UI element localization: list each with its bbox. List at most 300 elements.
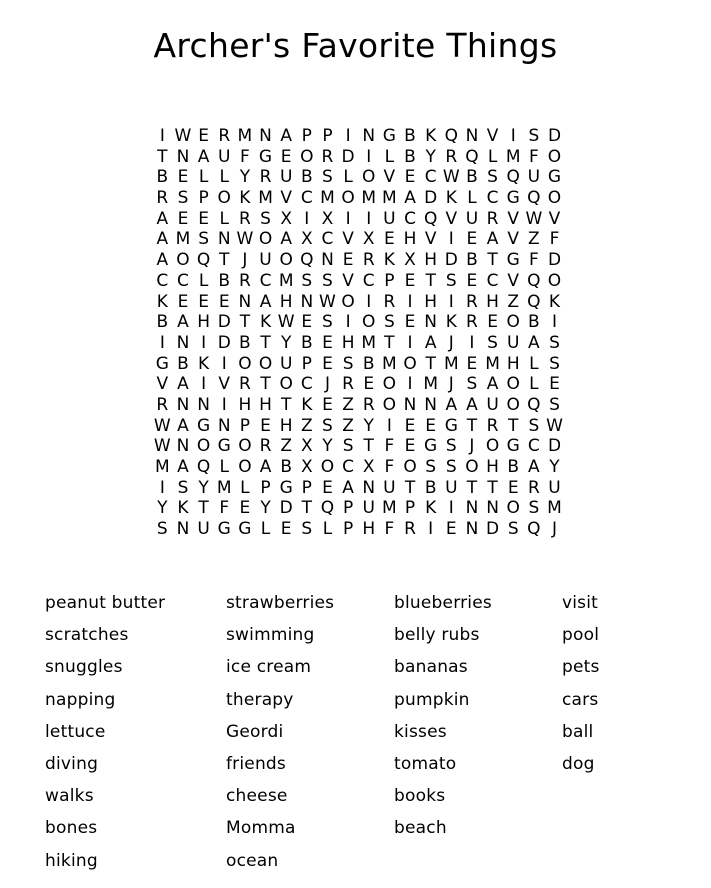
grid-letter: T [384, 332, 395, 353]
grid-row [152, 374, 565, 395]
grid-letter: D [444, 250, 458, 271]
grid-letter: O [547, 270, 562, 291]
grid-letter: C [486, 188, 499, 209]
grid-letter: Y [322, 436, 333, 457]
grid-letter: E [218, 291, 230, 312]
grid-letter: G [279, 477, 293, 498]
grid-letter: O [506, 374, 520, 395]
grid-letter: I [510, 126, 516, 146]
grid-letter: S [177, 188, 189, 209]
grid-letter: B [404, 146, 416, 167]
grid-letter: R [321, 146, 334, 167]
grid-letter: Q [527, 270, 541, 291]
grid-letter: A [342, 477, 354, 498]
grid-letter: G [197, 415, 211, 436]
grid-letter: E [404, 167, 416, 188]
grid-letter: S [445, 457, 457, 477]
grid-letter: E [322, 394, 333, 415]
grid-letter: B [424, 477, 437, 498]
grid-letter: Y [363, 415, 374, 436]
grid-letter: H [341, 332, 355, 353]
grid-letter: B [300, 167, 313, 188]
grid-letter: P [384, 270, 395, 291]
grid-letter: T [404, 477, 416, 498]
grid-letter: Q [423, 208, 438, 229]
grid-letter: F [528, 146, 539, 167]
grid-letter: Y [239, 167, 251, 188]
grid-letter: M [361, 332, 377, 353]
grid-letter: E [487, 312, 498, 333]
grid-letter: Y [425, 146, 436, 167]
grid-letter: O [506, 498, 520, 519]
grid-letter: I [345, 126, 351, 146]
grid-letter: P [301, 353, 312, 374]
grid-letter: C [424, 167, 437, 188]
grid-letter: S [528, 498, 540, 519]
grid-letter: T [466, 415, 478, 436]
grid-letter: I [345, 312, 351, 333]
grid-letter: U [383, 477, 396, 498]
grid-letter: E [507, 477, 519, 498]
grid-letter: P [301, 477, 312, 498]
grid-letter: O [258, 229, 273, 250]
grid-letter: K [425, 498, 437, 519]
grid-letter: R [238, 208, 251, 229]
grid-letter: V [218, 374, 231, 395]
grid-letter: U [465, 208, 479, 229]
grid-row [152, 147, 565, 168]
grid-letter: Z [300, 415, 313, 436]
grid-letter: H [279, 415, 293, 436]
grid-letter: M [505, 146, 521, 167]
grid-letter: F [384, 457, 395, 477]
word-list-item: diving [45, 754, 99, 774]
grid-letter: O [258, 353, 273, 374]
grid-letter: E [363, 374, 375, 395]
grid-letter: F [384, 519, 395, 540]
grid-row [152, 250, 565, 271]
grid-letter: Y [549, 457, 560, 477]
grid-letter: R [466, 312, 478, 333]
grid-letter: U [279, 353, 293, 374]
grid-letter: O [196, 436, 211, 457]
grid-letter: M [278, 270, 294, 291]
grid-letter: A [259, 291, 272, 312]
grid-letter: G [506, 436, 520, 457]
grid-letter: K [301, 394, 313, 415]
grid-letter: W [546, 415, 563, 436]
grid-letter: B [239, 332, 251, 353]
grid-letter: A [156, 229, 169, 250]
grid-letter: B [156, 167, 169, 188]
grid-letter: L [198, 167, 209, 188]
grid-letter: E [198, 291, 209, 312]
grid-letter: H [506, 353, 520, 374]
grid-letter: E [260, 415, 271, 436]
grid-letter: A [486, 229, 499, 250]
grid-row [152, 188, 565, 209]
grid-letter: G [217, 436, 231, 457]
grid-letter: Q [527, 394, 541, 415]
grid-letter: F [549, 229, 560, 250]
grid-letter: I [345, 208, 351, 229]
grid-letter: Q [527, 519, 541, 540]
grid-letter: V [342, 229, 354, 250]
grid-letter: N [465, 498, 479, 519]
grid-letter: L [219, 208, 229, 229]
word-list-item: cheese [226, 786, 288, 807]
grid-letter: P [342, 498, 354, 519]
grid-letter: O [238, 436, 252, 457]
word-list-item: cars [562, 689, 599, 710]
grid-letter: N [197, 394, 210, 415]
grid-row [152, 167, 565, 188]
grid-letter: I [551, 312, 557, 333]
grid-letter: I [386, 415, 392, 436]
grid-letter: H [424, 250, 438, 271]
grid-row [152, 478, 565, 499]
grid-letter: I [159, 126, 165, 146]
grid-letter: S [301, 519, 313, 540]
grid-letter: W [525, 208, 543, 229]
grid-letter: K [383, 250, 395, 271]
grid-letter: O [238, 457, 252, 477]
grid-letter: A [177, 312, 189, 333]
grid-letter: S [342, 353, 354, 374]
grid-letter: R [404, 519, 416, 540]
grid-letter: N [465, 519, 479, 540]
grid-letter: U [383, 208, 396, 229]
grid-letter: Q [527, 188, 541, 209]
grid-letter: C [404, 208, 416, 229]
grid-letter: Q [196, 457, 211, 477]
grid-letter: C [321, 229, 334, 250]
grid-letter: W [442, 167, 460, 188]
grid-letter: O [465, 457, 479, 477]
grid-letter: H [486, 291, 499, 312]
grid-letter: K [259, 312, 272, 333]
grid-letter: W [174, 126, 192, 146]
grid-letter: A [528, 457, 540, 477]
word-list-item: hiking [45, 850, 98, 871]
grid-letter: E [198, 126, 209, 146]
grid-letter: R [156, 188, 169, 209]
grid-row [152, 126, 565, 147]
grid-letter: H [403, 229, 417, 250]
grid-letter: D [547, 126, 562, 146]
word-list-item: snuggles [45, 657, 123, 678]
grid-letter: A [197, 146, 210, 167]
grid-letter: T [239, 312, 251, 333]
grid-letter: N [424, 312, 437, 333]
grid-letter: H [259, 394, 272, 415]
grid-letter: I [201, 332, 207, 353]
grid-letter: I [304, 208, 310, 229]
grid-letter: T [466, 477, 478, 498]
grid-letter: V [342, 270, 354, 291]
grid-letter: X [300, 436, 313, 457]
grid-letter: A [259, 457, 272, 477]
grid-letter: V [548, 208, 561, 229]
grid-letter: E [425, 415, 437, 436]
grid-letter: N [321, 250, 334, 271]
grid-row [152, 354, 565, 375]
word-list-item: bones [45, 818, 98, 839]
grid-letter: K [177, 498, 189, 519]
grid-letter: N [486, 498, 499, 519]
grid-letter: I [201, 374, 207, 395]
grid-letter: C [259, 270, 272, 291]
grid-letter: T [425, 270, 436, 291]
grid-letter: I [221, 394, 227, 415]
word-list-item: swimming [226, 625, 315, 646]
grid-letter: U [486, 394, 499, 415]
grid-letter: S [445, 436, 457, 457]
grid-letter: H [238, 394, 252, 415]
grid-letter: S [487, 167, 498, 188]
grid-letter: R [527, 477, 540, 498]
grid-letter: A [177, 457, 189, 477]
grid-letter: W [153, 415, 171, 436]
grid-letter: N [176, 332, 190, 353]
grid-letter: H [197, 312, 210, 333]
word-list-item: visit [562, 593, 599, 613]
grid-row [152, 292, 565, 313]
grid-letter: A [156, 208, 169, 229]
grid-letter: M [258, 188, 273, 209]
grid-letter: N [259, 126, 272, 146]
grid-letter: O [217, 188, 231, 209]
word-list-item: scratches [45, 625, 129, 646]
grid-letter: I [159, 332, 165, 353]
grid-letter: S [177, 477, 189, 498]
grid-letter: N [217, 229, 231, 250]
word-list-item: Geordi [226, 721, 284, 742]
grid-letter: O [506, 312, 520, 333]
grid-letter: N [176, 394, 190, 415]
grid-letter: N [465, 126, 479, 146]
grid-letter: O [176, 250, 190, 271]
grid-letter: E [404, 415, 416, 436]
grid-letter: B [300, 332, 313, 353]
grid-letter: C [300, 188, 313, 209]
grid-letter: B [218, 270, 231, 291]
grid-letter: S [445, 270, 457, 291]
grid-row [152, 436, 565, 457]
grid-letter: I [448, 498, 454, 519]
grid-letter: Z [342, 415, 354, 436]
grid-letter: O [300, 146, 314, 167]
grid-letter: I [469, 332, 475, 353]
grid-letter: G [238, 519, 252, 540]
grid-letter: R [259, 436, 272, 457]
grid-letter: S [425, 457, 437, 477]
grid-letter: V [156, 374, 169, 395]
word-list-item: pets [562, 657, 600, 678]
grid-row [152, 498, 565, 519]
grid-letter: Y [280, 332, 292, 353]
grid-letter: T [487, 477, 498, 498]
grid-letter: E [280, 146, 292, 167]
word-list-item: kisses [394, 721, 447, 742]
grid-letter: E [445, 519, 457, 540]
grid-letter: T [157, 146, 168, 167]
grid-letter: N [217, 415, 231, 436]
grid-letter: Z [528, 229, 540, 250]
grid-letter: I [448, 229, 454, 250]
grid-letter: I [366, 146, 372, 167]
grid-letter: Q [196, 250, 211, 271]
grid-letter: A [280, 126, 292, 146]
grid-letter: M [382, 353, 397, 374]
grid-row [152, 209, 565, 230]
grid-letter: E [177, 167, 189, 188]
grid-letter: V [424, 229, 437, 250]
grid-letter: T [219, 250, 230, 271]
grid-letter: E [177, 208, 189, 229]
word-list-item: tomato [394, 754, 457, 774]
grid-letter: I [221, 353, 227, 374]
grid-row [152, 271, 565, 292]
grid-letter: P [239, 415, 251, 436]
grid-letter: J [242, 250, 248, 271]
grid-letter: G [217, 519, 231, 540]
grid-letter: E [549, 374, 560, 395]
grid-letter: M [361, 188, 377, 209]
grid-letter: L [529, 374, 539, 395]
grid-letter: X [280, 208, 292, 229]
grid-letter: F [219, 498, 230, 519]
grid-letter: X [362, 229, 375, 250]
grid-letter: D [547, 436, 562, 457]
grid-letter: R [486, 208, 499, 229]
grid-letter: C [342, 457, 355, 477]
grid-letter: J [448, 374, 454, 395]
grid-letter: V [507, 229, 520, 250]
word-list-item: therapy [226, 689, 294, 710]
grid-letter: F [528, 250, 539, 271]
grid-letter: S [322, 167, 333, 188]
grid-letter: O [547, 188, 562, 209]
grid-letter: M [175, 229, 191, 250]
word-list-item: ice cream [226, 657, 312, 678]
grid-letter: O [382, 374, 397, 395]
grid-letter: U [548, 477, 561, 498]
grid-letter: F [239, 146, 250, 167]
grid-letter: N [424, 394, 437, 415]
grid-letter: Y [157, 498, 168, 519]
page-title: Archer's Favorite Things [153, 26, 558, 65]
grid-letter: L [487, 146, 498, 167]
grid-letter: Q [465, 146, 479, 167]
grid-letter: L [467, 188, 477, 209]
grid-letter: E [466, 270, 478, 291]
grid-letter: T [508, 415, 519, 436]
grid-letter: E [466, 353, 478, 374]
grid-letter: A [445, 394, 458, 415]
grid-letter: O [485, 436, 500, 457]
grid-letter: E [404, 312, 416, 333]
grid-letter: L [198, 270, 209, 291]
grid-letter: G [444, 415, 458, 436]
grid-letter: C [300, 374, 313, 395]
grid-letter: C [362, 270, 375, 291]
grid-letter: O [403, 353, 417, 374]
grid-letter: S [301, 270, 313, 291]
grid-letter: B [507, 457, 520, 477]
grid-letter: T [280, 394, 292, 415]
grid-letter: R [445, 146, 458, 167]
grid-letter: H [486, 457, 499, 477]
grid-letter: E [383, 229, 395, 250]
grid-letter: B [362, 353, 375, 374]
grid-letter: V [486, 126, 499, 146]
word-list-item: ocean [226, 850, 279, 871]
grid-letter: X [362, 457, 375, 477]
grid-letter: G [382, 126, 396, 146]
grid-row [152, 457, 565, 478]
word-list [0, 588, 711, 888]
grid-letter: G [506, 188, 520, 209]
grid-letter: N [238, 291, 252, 312]
grid-letter: M [216, 477, 232, 498]
word-list-item: napping [45, 689, 116, 710]
grid-letter: B [466, 167, 478, 188]
grid-letter: P [342, 519, 354, 540]
grid-letter: T [301, 498, 312, 519]
word-list-item: belly rubs [394, 625, 480, 646]
grid-letter: S [342, 436, 354, 457]
grid-letter: R [466, 291, 478, 312]
grid-letter: O [238, 353, 252, 374]
grid-letter: X [321, 208, 334, 229]
grid-letter: M [382, 498, 397, 519]
grid-letter: I [159, 477, 165, 498]
grid-letter: A [156, 250, 169, 271]
grid-letter: M [443, 353, 459, 374]
word-list-item: peanut butter [45, 593, 166, 613]
grid-letter: N [362, 477, 376, 498]
grid-letter: A [528, 332, 540, 353]
grid-letter: D [486, 519, 500, 540]
grid-letter: P [198, 188, 209, 209]
grid-letter: O [341, 291, 355, 312]
word-list-item: friends [226, 754, 286, 774]
grid-letter: E [198, 208, 209, 229]
grid-letter: S [466, 374, 478, 395]
grid-letter: M [237, 126, 253, 146]
grid-letter: L [322, 519, 333, 540]
grid-letter: B [280, 457, 292, 477]
grid-letter: U [259, 250, 272, 271]
grid-letter: E [466, 229, 478, 250]
grid-letter: I [428, 519, 434, 540]
grid-letter: H [279, 291, 293, 312]
grid-letter: M [423, 374, 438, 395]
grid-letter: K [548, 291, 561, 312]
grid-letter: N [176, 146, 190, 167]
grid-letter: S [528, 415, 540, 436]
grid-row [152, 416, 565, 437]
grid-letter: G [155, 353, 169, 374]
word-list-item: Momma [226, 818, 296, 839]
grid-letter: A [404, 188, 416, 209]
grid-letter: N [176, 436, 190, 457]
word-list-item: lettuce [45, 721, 106, 742]
grid-letter: L [529, 353, 539, 374]
grid-letter: J [324, 374, 330, 395]
word-list-item: pool [562, 625, 600, 646]
